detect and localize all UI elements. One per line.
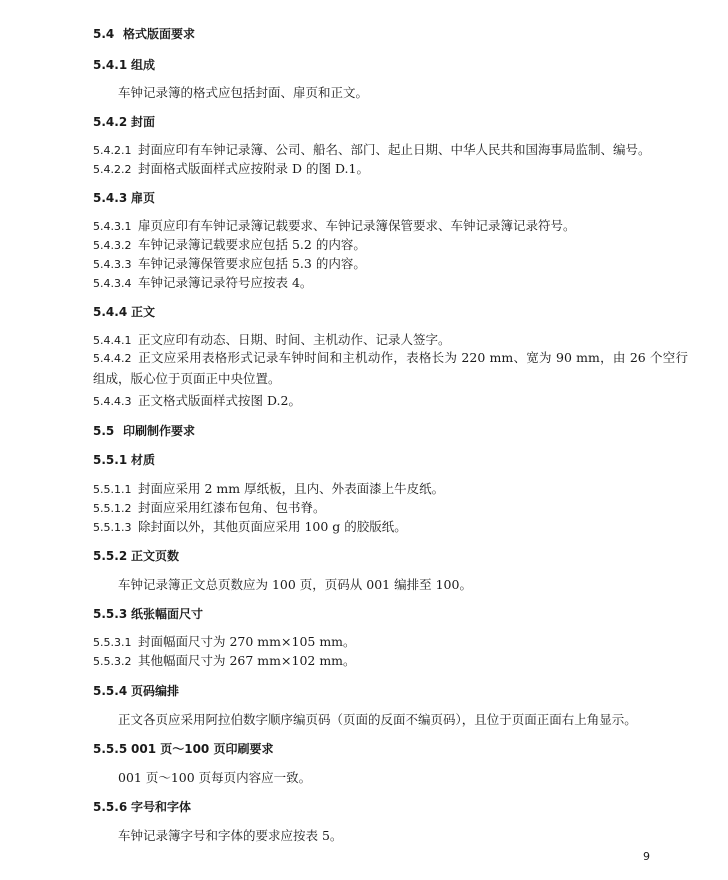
subsection-heading: 5.4.2 封面 xyxy=(93,115,156,129)
subsection-heading: 5.5.3 纸张幅面尺寸 xyxy=(93,607,204,621)
clause-item: 5.4.2.2 封面格式版面样式应按附录 D 的图 D.1。 xyxy=(93,161,369,176)
clause-item: 5.4.4.3 正文格式版面样式按图 D.2。 xyxy=(93,393,301,408)
paragraph: 001 页～100 页每页内容应一致。 xyxy=(118,770,312,785)
clause-item: 5.4.2.1 封面应印有车钟记录簿、公司、船名、部门、起止日期、中华人民共和国海事局监制、编号。 xyxy=(93,142,651,157)
page-number: 9 xyxy=(643,850,650,863)
clause-item: 5.4.3.3 车钟记录簿保管要求应包括 5.3 的内容。 xyxy=(93,256,366,271)
clause-item: 5.4.3.1 扉页应印有车钟记录簿记载要求、车钟记录簿保管要求、车钟记录簿记录符号。 xyxy=(93,218,576,233)
subsection-heading: 5.5.4 页码编排 xyxy=(93,684,180,698)
paragraph: 车钟记录簿正文总页数应为 100 页，页码从 001 编排至 100。 xyxy=(118,577,472,592)
paragraph: 正文各页应采用阿拉伯数字顺序编页码（页面的反面不编页码），且位于页面正面右上角显示。 xyxy=(118,712,637,727)
clause-item: 5.5.1.1 封面应采用 2 mm 厚纸板，且内、外表面漆上牛皮纸。 xyxy=(93,481,445,496)
subsection-heading: 5.4.3 扉页 xyxy=(93,191,156,205)
clause-item: 5.5.3.1 封面幅面尺寸为 270 mm×105 mm。 xyxy=(93,634,356,649)
clause-item: 5.5.3.2 其他幅面尺寸为 267 mm×102 mm。 xyxy=(93,653,356,668)
paragraph: 车钟记录簿字号和字体的要求应按表 5。 xyxy=(118,828,343,843)
clause-item: 5.4.4.2 正文应采用表格形式记录车钟时间和主机动作，表格长为 220 mm、宽为 90 mm，由 26 个空行组成，版心位于页面正中央位置。 xyxy=(93,350,688,386)
subsection-heading: 5.5.6 字号和字体 xyxy=(93,800,192,814)
subsection-heading: 5.5.2 正文页数 xyxy=(93,549,180,563)
clause-item: 5.4.3.4 车钟记录簿记录符号应按表 4。 xyxy=(93,275,313,290)
paragraph: 车钟记录簿的格式应包括封面、扉页和正文。 xyxy=(118,85,369,100)
subsection-heading: 5.5.1 材质 xyxy=(93,453,156,467)
clause-item: 5.5.1.2 封面应采用红漆布包角、包书脊。 xyxy=(93,500,326,515)
subsection-heading: 5.5.5 001 页～100 页印刷要求 xyxy=(93,742,274,756)
clause-item: 5.4.4.1 正文应印有动态、日期、时间、主机动作、记录人签字。 xyxy=(93,332,451,347)
section-heading: 5.4 格式版面要求 xyxy=(93,27,196,41)
subsection-heading: 5.4.4 正文 xyxy=(93,305,156,319)
section-heading: 5.5 印刷制作要求 xyxy=(93,424,196,438)
clause-item: 5.5.1.3 除封面以外，其他页面应采用 100 g 的胶版纸。 xyxy=(93,519,407,534)
clause-item: 5.4.3.2 车钟记录簿记载要求应包括 5.2 的内容。 xyxy=(93,237,366,252)
subsection-heading: 5.4.1 组成 xyxy=(93,58,156,72)
